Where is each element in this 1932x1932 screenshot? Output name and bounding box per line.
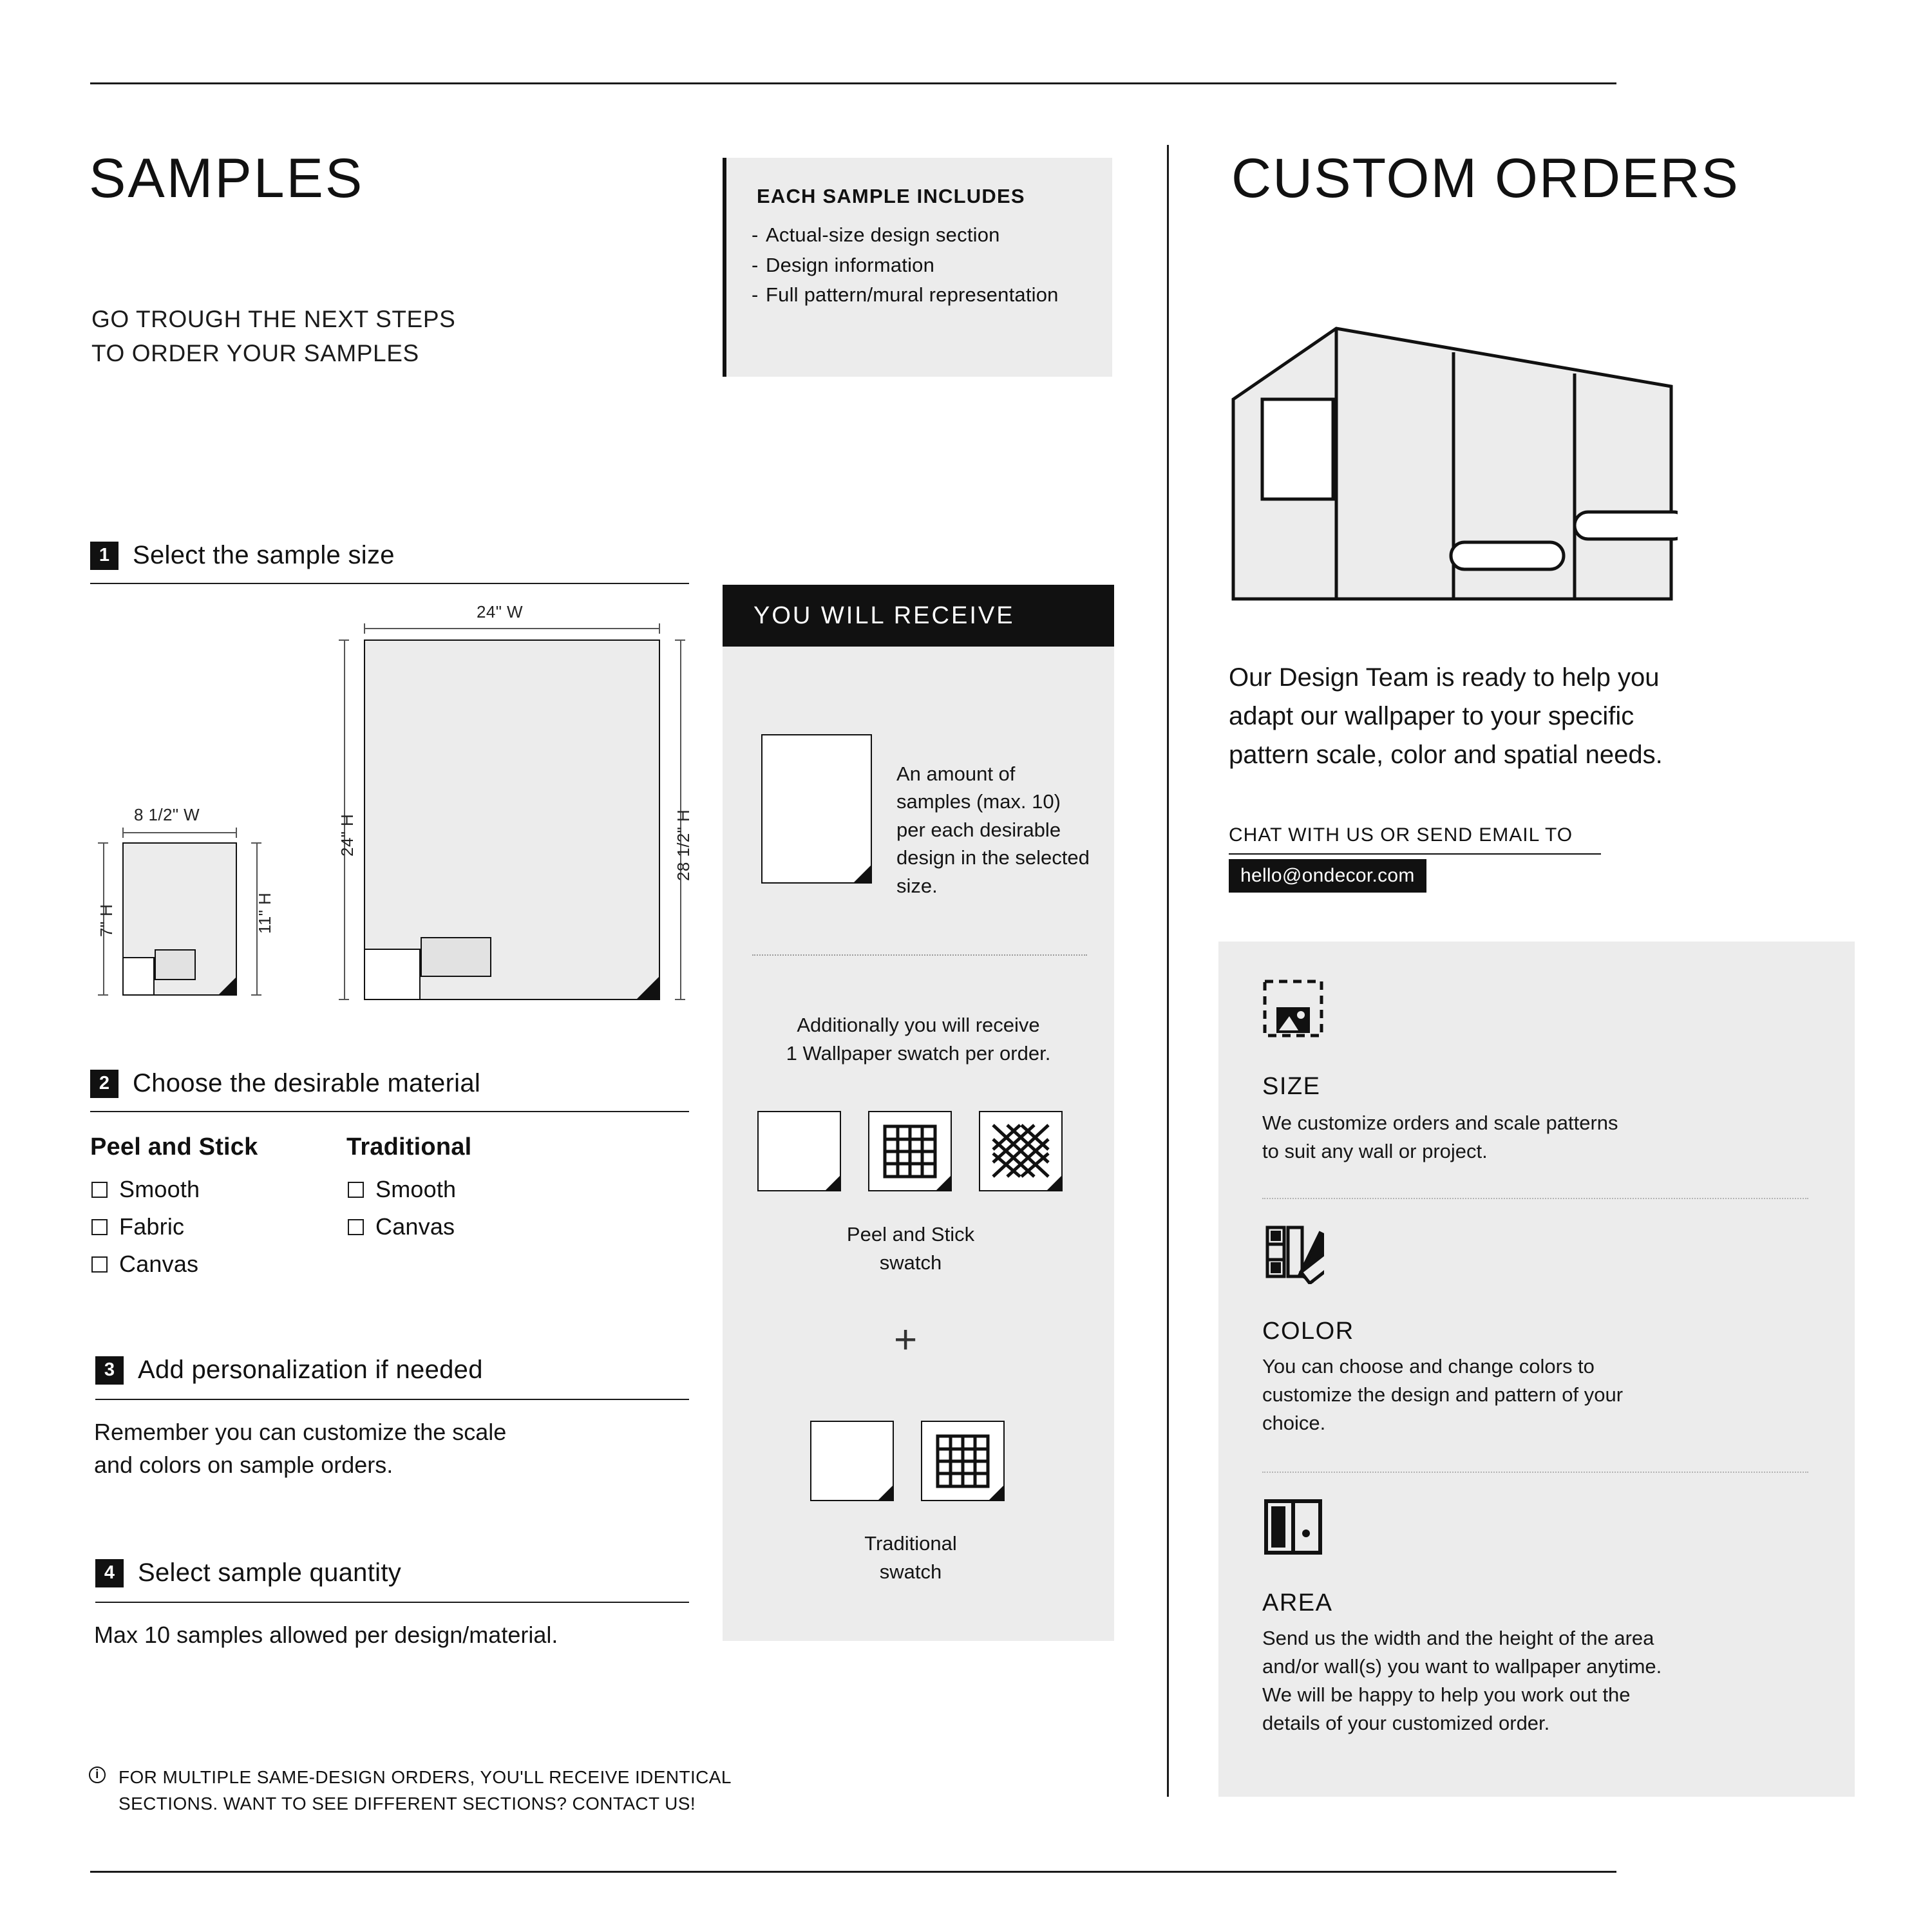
column-divider [1167, 145, 1169, 1797]
step-1 [90, 541, 395, 570]
includes-title: EACH SAMPLE INCLUDES [757, 185, 1025, 207]
step-4-description: Max 10 samples allowed per design/material. [94, 1622, 558, 1648]
step-3-label: Add personalization if needed [138, 1356, 483, 1384]
additional-swatch-note [742, 1011, 1095, 1068]
chat-with-us-label: CHAT WITH US OR SEND EMAIL TO [1229, 824, 1573, 846]
dim-tick [339, 999, 349, 1000]
feature-title-color: COLOR [1262, 1318, 1354, 1345]
additional-note-line2: 1 Wallpaper swatch per order. [786, 1042, 1051, 1065]
feature-color-line2: customize the design and pattern of your [1262, 1383, 1624, 1406]
feature-text-area [1262, 1624, 1842, 1738]
peel-swatch-diagonal [979, 1111, 1063, 1191]
step-2-label: Choose the desirable material [133, 1069, 481, 1097]
custom-orders-description [1229, 658, 1808, 774]
feature-area-line3: We will be happy to help you work out the [1262, 1683, 1631, 1707]
step-4 [95, 1558, 401, 1587]
small-width-label: 8 1/2" W [134, 805, 200, 824]
dim-tick [98, 842, 108, 844]
material-col2-title: Traditional [346, 1133, 472, 1160]
footnote-line2: SECTIONS. WANT TO SEE DIFFERENT SECTIONS? CONTACT US! [118, 1793, 696, 1814]
traditional-swatch-grid [921, 1421, 1005, 1501]
dim-tick [98, 994, 108, 996]
feature-text-color [1262, 1352, 1816, 1437]
dim-tick [236, 828, 237, 838]
small-corner-fold-icon [219, 978, 236, 994]
dim-tick [675, 639, 685, 641]
step-1-number: 1 [90, 542, 118, 570]
small-width-dim-line [122, 832, 237, 833]
step-3-description [94, 1416, 699, 1481]
includes-list [752, 220, 1093, 310]
step-3-description-line2: and colors on sample orders. [94, 1452, 393, 1479]
material-col1-title: Peel and Stick [90, 1133, 258, 1160]
includes-item-3: Full pattern/mural representation [766, 283, 1059, 306]
step-3-description-line1: Remember you can customize the scale [94, 1419, 507, 1445]
step-2-underline [90, 1111, 689, 1112]
feature-size-line1: We customize orders and scale patterns [1262, 1112, 1618, 1134]
material-option-trad-canvas[interactable] [348, 1213, 455, 1240]
peel-swatch-caption-line2: swatch [879, 1251, 942, 1274]
info-icon: i [89, 1766, 106, 1783]
custom-desc-line3: pattern scale, color and spatial needs. [1229, 741, 1663, 769]
corner-fold-icon [1047, 1176, 1061, 1190]
dim-tick [251, 842, 261, 844]
sample-size-small-preview [122, 842, 237, 996]
dash-bullet: - [752, 283, 759, 306]
small-white-patch [124, 957, 155, 994]
dim-tick [364, 623, 365, 634]
includes-accent-bar [723, 158, 726, 377]
peel-swatch-caption-line1: Peel and Stick [846, 1223, 975, 1245]
step-2 [90, 1069, 480, 1098]
feature-color-line1: You can choose and change colors to [1262, 1355, 1595, 1378]
checkbox-icon[interactable] [91, 1219, 108, 1235]
size-feature-icon-wrap [1262, 979, 1324, 1041]
room-illustration [1227, 316, 1678, 612]
dash-bullet: - [752, 223, 759, 246]
wall-panels-icon [1262, 1497, 1324, 1557]
peel-swatch-grid [868, 1111, 952, 1191]
custom-desc-line1: Our Design Team is ready to help you [1229, 663, 1660, 692]
email-link[interactable]: hello@ondecor.com [1229, 859, 1426, 893]
samples-subtitle-line2: TO ORDER YOUR SAMPLES [91, 339, 419, 366]
dim-tick [659, 623, 660, 634]
top-divider [90, 82, 1616, 84]
step-3-underline [95, 1399, 689, 1400]
small-height-left-label: 7" H [97, 904, 116, 937]
step-4-underline [95, 1602, 689, 1603]
material-option-label: Canvas [119, 1251, 199, 1277]
material-option-label: Canvas [375, 1213, 455, 1240]
checkbox-icon[interactable] [348, 1219, 364, 1235]
peel-swatch-caption [760, 1220, 1061, 1277]
material-option-peel-smooth[interactable] [91, 1176, 200, 1203]
image-frame-icon [1262, 979, 1324, 1038]
step-4-number: 4 [95, 1559, 124, 1587]
samples-subtitle-line1: GO TROUGH THE NEXT STEPS [91, 306, 456, 332]
traditional-swatch-plain [810, 1421, 894, 1501]
panel-separator [752, 954, 1087, 956]
large-height-right-label: 28 1/2" H [674, 809, 693, 881]
dim-tick [339, 639, 349, 641]
bottom-divider [90, 1871, 1616, 1873]
list-item [752, 251, 1093, 281]
material-option-label: Smooth [119, 1176, 200, 1202]
feature-area-line2: and/or wall(s) you want to wallpaper anytime. [1262, 1655, 1662, 1678]
step-3-number: 3 [95, 1356, 124, 1385]
feature-separator-2 [1262, 1472, 1808, 1473]
custom-desc-line2: adapt our wallpaper to your specific [1229, 702, 1634, 730]
checkbox-icon[interactable] [91, 1182, 108, 1198]
step-2-number: 2 [90, 1070, 118, 1098]
large-corner-fold-icon [637, 977, 659, 999]
includes-item-1: Actual-size design section [766, 223, 1000, 246]
feature-separator-1 [1262, 1198, 1808, 1199]
material-option-label: Fabric [119, 1213, 185, 1240]
material-option-peel-canvas[interactable] [91, 1251, 198, 1278]
traditional-swatch-caption-line1: Traditional [864, 1532, 957, 1555]
traditional-swatch-caption [760, 1530, 1061, 1586]
chat-underline [1229, 853, 1601, 855]
feature-title-area: AREA [1262, 1589, 1333, 1616]
corner-fold-icon [854, 866, 871, 882]
corner-fold-icon [878, 1486, 893, 1500]
peel-swatch-plain [757, 1111, 841, 1191]
list-item [752, 220, 1093, 251]
dim-tick [122, 828, 124, 838]
dash-bullet: - [752, 253, 759, 276]
footnote-line1: FOR MULTIPLE SAME-DESIGN ORDERS, YOU'LL RECEIVE IDENTICAL [118, 1767, 732, 1787]
traditional-swatch-caption-line2: swatch [879, 1560, 942, 1584]
material-option-trad-smooth[interactable] [348, 1176, 456, 1203]
corner-fold-icon [989, 1486, 1003, 1500]
feature-area-line4: details of your customized order. [1262, 1712, 1550, 1735]
material-option-peel-fabric[interactable] [91, 1213, 184, 1240]
large-white-patch [365, 949, 421, 999]
sample-sheet-preview [761, 734, 872, 884]
checkbox-icon[interactable] [91, 1256, 108, 1273]
material-option-label: Smooth [375, 1176, 457, 1202]
small-height-right-label: 11" H [255, 892, 274, 934]
color-swatch-fan-icon [1262, 1222, 1324, 1284]
step-1-label: Select the sample size [133, 541, 395, 569]
step-4-label: Select sample quantity [138, 1558, 402, 1587]
large-grey-patch [421, 937, 491, 977]
plus-icon: + [894, 1318, 918, 1362]
area-feature-icon-wrap [1262, 1497, 1324, 1560]
feature-title-size: SIZE [1262, 1073, 1321, 1100]
you-will-receive-main-text: An amount of samples (max. 10) per each desirable design in the selected size. [896, 762, 1090, 897]
page-title-samples: SAMPLES [89, 147, 365, 209]
dim-tick [251, 994, 261, 996]
feature-text-size [1262, 1109, 1816, 1166]
color-feature-icon-wrap [1262, 1222, 1324, 1287]
large-width-label: 24" W [477, 602, 523, 621]
sample-size-large-preview [364, 639, 660, 1000]
checkbox-icon[interactable] [348, 1182, 364, 1198]
wall-diagram-icon [1227, 316, 1678, 612]
step-3 [95, 1356, 483, 1385]
page-title-custom-orders: CUSTOM ORDERS [1231, 147, 1739, 209]
small-grey-patch [155, 949, 196, 980]
large-height-left-label: 24" H [337, 813, 357, 857]
large-width-dim-line [364, 628, 660, 629]
footnote [90, 1765, 895, 1817]
you-will-receive-header: YOU WILL RECEIVE [723, 585, 1114, 647]
dim-tick [675, 999, 685, 1000]
additional-note-line1: Additionally you will receive [797, 1014, 1040, 1036]
feature-size-line2: to suit any wall or project. [1262, 1140, 1488, 1163]
samples-subtitle [91, 303, 455, 370]
feature-color-line3: choice. [1262, 1412, 1326, 1435]
corner-fold-icon [826, 1176, 840, 1190]
step-1-underline [90, 583, 689, 584]
includes-item-2: Design information [766, 253, 935, 276]
list-item [752, 280, 1093, 310]
feature-area-line1: Send us the width and the height of the area [1262, 1627, 1654, 1649]
corner-fold-icon [936, 1176, 951, 1190]
